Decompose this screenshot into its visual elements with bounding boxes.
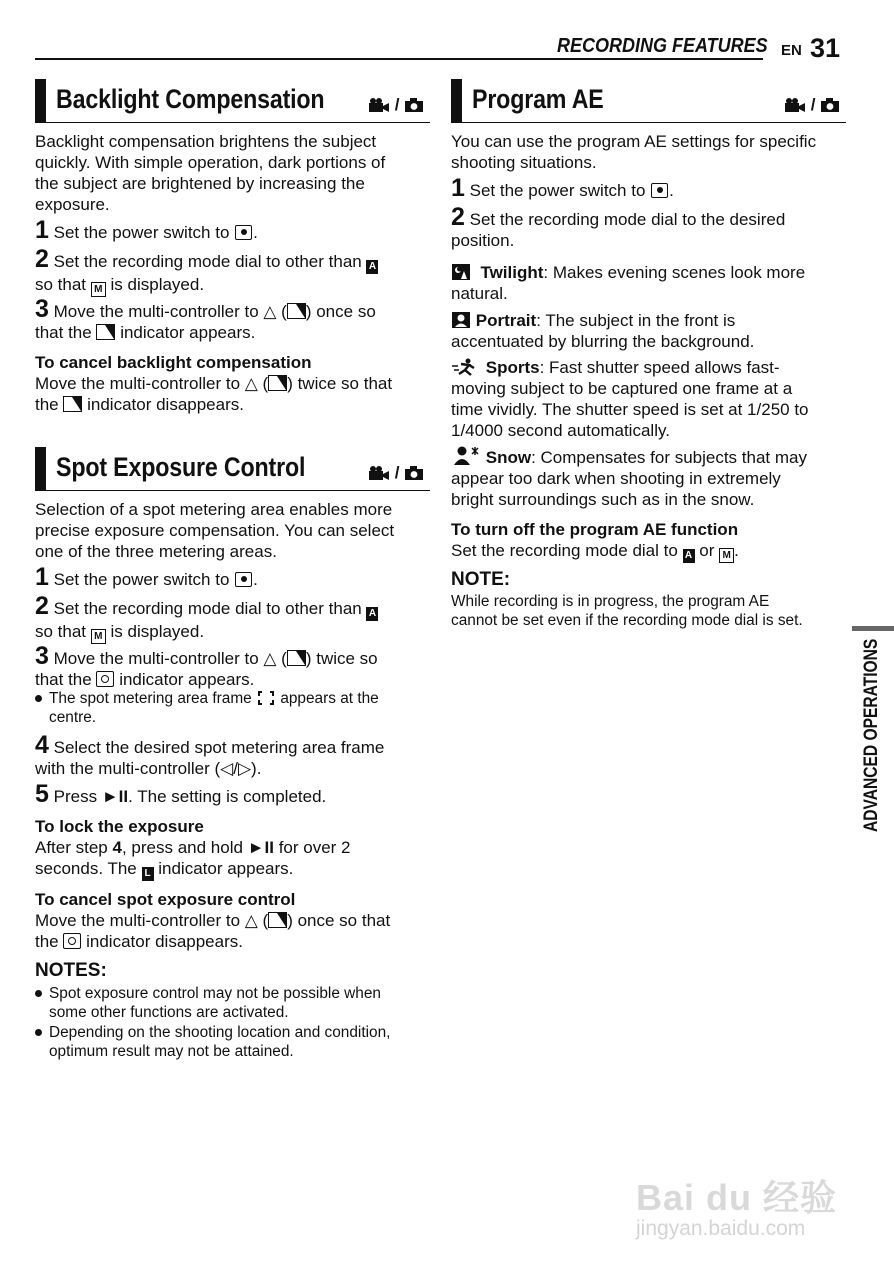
- spot-intro: Selection of a spot metering area enables more precise exposure compensation. You can select one of the three metering areas.: [35, 500, 395, 561]
- auto-mode-icon: A: [683, 549, 695, 563]
- manual-mode-icon: M: [719, 548, 734, 563]
- backlight-step-2: 2 Set the recording mode dial to other than A so that M is displayed.: [35, 249, 378, 297]
- spot-cancel-heading: To cancel spot exposure control: [35, 890, 296, 909]
- record-mode-icon: [235, 225, 252, 240]
- program-mode-icons: /: [784, 95, 840, 115]
- side-tab-label: ADVANCED OPERATIONS: [861, 638, 882, 832]
- backlight-mode-icons: /: [368, 95, 424, 115]
- program-mode-twilight: Twilight: Makes evening scenes look more natural.: [451, 263, 806, 303]
- program-mode-sports: Sports: Fast shutter speed allows fast- moving subject to be captured one frame at a time vividly. The shutter speed is set at 1/250 to 1/4000 second automatically.: [451, 358, 809, 440]
- spot-step-5: 5 Press ►II. The setting is completed.: [35, 780, 327, 808]
- spot-lock-heading: To lock the exposure: [35, 817, 204, 836]
- program-note-text: While recording is in progress, the program AE cannot be set even if the recording mode dial is set.: [451, 593, 803, 629]
- program-step-1: 1 Set the power switch to .: [451, 174, 674, 202]
- page-number: 31: [810, 33, 841, 63]
- video-camera-icon: [784, 97, 806, 113]
- spot-mode-icons: /: [368, 463, 424, 483]
- spot-note-2: Depending on the shooting location and condition, optimum result may not be attained.: [49, 1024, 391, 1060]
- auto-mode-icon: A: [366, 607, 378, 621]
- spot-metering-icon: [63, 933, 81, 949]
- lock-icon: L: [142, 867, 154, 881]
- program-intro: You can use the program AE settings for specific shooting situations.: [451, 132, 817, 172]
- spot-lock-text: After step 4, press and hold ►II for over 2 seconds. The L indicator appears.: [35, 838, 351, 879]
- twilight-icon: [451, 263, 471, 281]
- manual-mode-icon: M: [91, 629, 106, 644]
- spot-step-2: 2 Set the recording mode dial to other than A so that M is displayed.: [35, 596, 378, 644]
- program-off-heading: To turn off the program AE function: [451, 520, 739, 539]
- header-section-title: RECORDING FEATURES: [557, 35, 768, 57]
- spot-title-bar: [35, 447, 46, 491]
- program-title-bar: [451, 79, 462, 123]
- backlight-icon: [287, 650, 306, 666]
- spot-title: Spot Exposure Control: [56, 452, 306, 482]
- spot-step-3: 3 Move the multi-controller to △ ( ) twice so that the indicator appears.: [35, 642, 378, 689]
- header-rule: [35, 58, 763, 60]
- spot-frame-icon: [256, 690, 276, 706]
- spot-title-rule: [35, 490, 430, 491]
- watermark-logo: Bai du 经验: [636, 1177, 838, 1218]
- backlight-icon: [287, 303, 306, 319]
- spot-note-1: Spot exposure control may not be possible when some other functions are activated.: [49, 985, 381, 1021]
- spot-cancel-text: Move the multi-controller to △ ( ) once so that the indicator disappears.: [35, 911, 391, 951]
- backlight-icon: [268, 375, 287, 391]
- backlight-icon: [63, 396, 82, 412]
- sports-icon: [451, 358, 481, 376]
- backlight-cancel-heading: To cancel backlight compensation: [35, 353, 312, 372]
- backlight-title-bar: [35, 79, 46, 123]
- backlight-step-1: 1 Set the power switch to .: [35, 216, 258, 244]
- spot-step-4: 4 Select the desired spot metering area frame with the multi-controller (◁/▷).: [35, 731, 385, 778]
- still-camera-icon: [404, 465, 424, 481]
- auto-mode-icon: A: [366, 260, 378, 274]
- backlight-title: Backlight Compensation: [56, 84, 325, 114]
- program-title: Program AE: [472, 84, 604, 114]
- video-camera-icon: [368, 97, 390, 113]
- side-tab-bar: [852, 626, 894, 631]
- record-mode-icon: [235, 572, 252, 587]
- still-camera-icon: [820, 97, 840, 113]
- program-off-text: Set the recording mode dial to A or M .: [451, 541, 739, 561]
- program-mode-portrait: Portrait: The subject in the front is accentuated by blurring the background.: [451, 311, 755, 351]
- program-step-2: 2 Set the recording mode dial to the desired position.: [451, 203, 786, 250]
- backlight-icon: [96, 324, 115, 340]
- portrait-icon: [451, 311, 471, 329]
- program-note-heading: NOTE:: [451, 569, 511, 590]
- record-mode-icon: [651, 183, 668, 198]
- spot-metering-icon: [96, 671, 114, 687]
- snow-icon: [451, 446, 481, 466]
- program-mode-snow: Snow: Compensates for subjects that may appear too dark when shooting in extremely bright surroundings such as in the snow.: [451, 448, 807, 509]
- program-title-rule: [451, 122, 846, 123]
- spot-step-1: 1 Set the power switch to .: [35, 563, 258, 591]
- backlight-icon: [268, 912, 287, 928]
- backlight-cancel-text: Move the multi-controller to △ ( ) twice so that the indicator disappears.: [35, 374, 393, 414]
- video-camera-icon: [368, 465, 390, 481]
- header-lang: EN: [781, 42, 802, 59]
- spot-notes-heading: NOTES:: [35, 960, 107, 981]
- watermark-url: jingyan.baidu.com: [636, 1217, 806, 1240]
- spot-step-3-bullet: The spot metering area frame appears at the centre.: [49, 690, 379, 726]
- backlight-step-3: 3 Move the multi-controller to △ ( ) once so that the indicator appears.: [35, 295, 376, 342]
- backlight-title-rule: [35, 122, 430, 123]
- still-camera-icon: [404, 97, 424, 113]
- manual-mode-icon: M: [91, 282, 106, 297]
- backlight-intro: Backlight compensation brightens the subject quickly. With simple operation, dark portions of the subject are brightened by increasing the exposure.: [35, 132, 386, 214]
